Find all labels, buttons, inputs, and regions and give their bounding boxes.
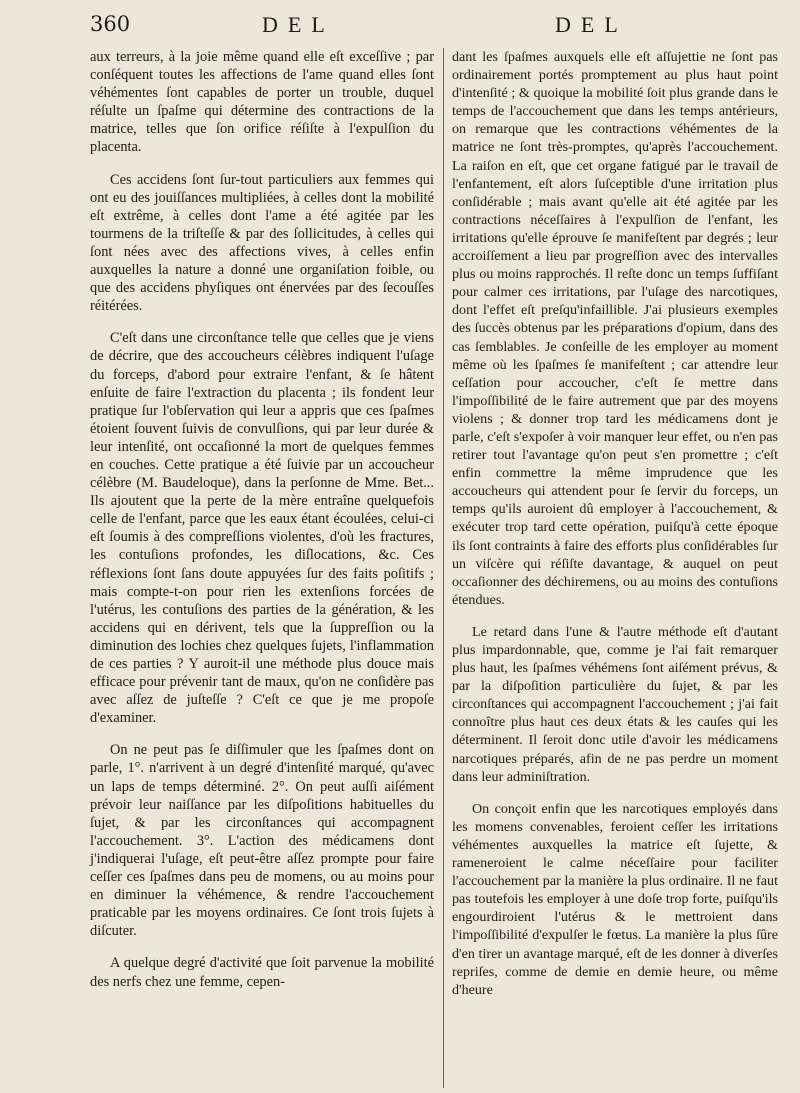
paragraph: Ces accidens ſont ſur-tout particuliers aux femmes qui ont eu des jouiſſances multipliées, à celles dont la mobilité eſt extrême, à celles dont l'ame a été agitée par les tourmens de la triſteſſe & par des ſollicitudes, à celles qui ſont nées avec des affections vives, à celles enfin auxquelles la nature a donné une organiſation foible, ou que des accidens phyſiques ont énervées par des ſecouſſes réitérées. bbox=[90, 171, 434, 315]
paragraph: C'eſt dans une circonſtance telle que celles que je viens de décrire, que des accoucheurs célèbres indiquent l'uſage du forceps, d'abord pour extraire l'enfant, & ſe hâtent enſuite de faire l'extraction du placenta ; ils fondent leur pratique ſur l'obſervation qui leur a appris que ces ſpaſmes étoient ſouvent ſuivis de convulſions, qui par leur durée & leur intenſité, ont occaſionné la mort de quelques femmes en couches. Cette pratique a été ſuivie par un accoucheur célèbre (M. Baudeloque), dans la perſonne de Mme. Bet... Ils ajoutent que la perte de la mère entraîne quelquefois celle de l'enfant, parce que les eaux étant écoulées, celui-ci eſt ſoumis à des compreſſions violentes, d'où les fractures, les contuſions profondes, les diſlocations, &c. Ces réflexions ſont ſans doute appuyées ſur des faits poſitifs ; mais compte-t-on pour rien les extenſions forcées de l'utérus, les contuſions des parties de la génération, & les accidens qui en dérivent, tels que la ſuppreſſion ou la diminution des lochies chez quelques ſujets, l'inflammation de ces parties ? Y auroit-il une méthode plus douce mais efficace pour prévenir tant de maux, qu'on ne conſidère pas avec aſſez de juſteſſe ? C'eſt ce que je me propoſe d'examiner. bbox=[90, 330, 434, 727]
running-head-right: DEL bbox=[555, 12, 628, 37]
page-header bbox=[0, 10, 800, 44]
right-column bbox=[452, 48, 778, 999]
paragraph: On ne peut pas ſe diſſimuler que les ſpaſmes dont on parle, 1°. n'arrivent à un degré d'intenſité marqué, qu'avec un laps de temps déterminé. 2°. On peut auſſi aiſément prévoir leur naiſſance par les diſpoſitions habituelles du ſujet, & par les circonſtances qui accompagnent l'accouchement. 3°. L'action des médicamens dont j'indiquerai l'uſage, eſt peut-être aſſez prompte pour faire ceſſer ces ſpaſmes dans peu de momens, ou au moins pour en diminuer la véhémence, & rendre l'accouchement praticable par les moyens ordinaires. Ce ſont trois ſujets à diſcuter. bbox=[90, 742, 434, 940]
column-divider bbox=[443, 48, 444, 1088]
page-number: 360 bbox=[90, 12, 131, 36]
paragraph: dant les ſpaſmes auxquels elle eſt aſſujettie ne ſont pas ordinairement portés promptement au plus haut point d'intenſité ; & quoique la mobilité ſoit plus grande dans le temps de l'accouchement que dans les temps antérieurs, on remarque que les contractions véhémentes de la matrice ne ſont très-promptes, qu'après l'accouchement. La raiſon en eſt, que cet organe fatigué par le travail de l'enfantement, eſt alors ſuſceptible d'une irritation plus conſidérable ; mais avant qu'elle ait été agitée par les contractions néceſſaires à l'expulſion de l'enfant, les irritations qu'elle éprouve ſe manifeſtent par degrés ; leur accroiſſement a lieu par progreſſion avec des intervalles plus ou moins rapprochés. Il reſte donc un temps ſuffiſant pour calmer ces irritations, par l'uſage des narcotiques, dont l'effet eſt preſqu'infaillible. J'ai plusieurs exemples des ſuccès obtenus par les préparations d'opium, dans des cas ſemblables. Je conſeille de les employer au moment même où les ſpaſmes ſe manifeſtent ; car attendre leur ceſſation pour accoucher, c'eſt ſe mettre dans l'impoſſibilité de le faire autrement que par des moyens violens ; & donner trop tard les médicamens dont je parle, c'eſt s'expoſer à voir manquer leur effet, ou n'en pas retirer tout l'avantage qu'on peut s'en promettre ; c'eſt enfin commettre la même imprudence que les accoucheurs qui attendent pour ſe ſervir du forceps, un temps qu'ils auroient dû employer à l'accouchement, & exécuter trop tard cette opération, puiſqu'à cette époque ils ſont contraints à faire des efforts plus conſidérables ſur un viſcère qui réſiſte davantage, & auquel on peut occaſionner des déchiremens, ou au moins des contuſions étendues. bbox=[452, 49, 778, 608]
running-head-left: DEL bbox=[262, 12, 335, 37]
paragraph: aux terreurs, à la joie même quand elle eſt exceſſive ; par conſéquent toutes les affections de l'ame quand elles ſont véhémentes ſont capables de porter un trouble, duquel réſulte un ſpaſme qui détermine des contractions de la matrice, telles que ſon orifice réſiſte à l'expulſion du placenta. bbox=[90, 49, 434, 156]
left-column bbox=[90, 48, 434, 991]
paragraph: On conçoit enfin que les narcotiques employés dans les momens convenables, feroient ceſſer les irritations véhémentes auxquelles la matrice eſt ſujette, & rameneroient le calme néceſſaire pour faciliter l'accouchement par la manière la plus ordinaire. Il ne faut pas toutefois les employer à une doſe trop forte, puiſqu'ils engourdiroient l'utérus & le mettroient dans l'impoſſibilité d'expulſer le fœtus. La manière la plus ſûre d'en tirer un avantage marqué, eſt de les donner à diverſes repriſes, comme de demie en demie heure, ou même d'heure bbox=[452, 800, 778, 998]
paragraph: A quelque degré d'activité que ſoit parvenue la mobilité des nerfs chez une femme, cepen- bbox=[90, 955, 434, 990]
paragraph: Le retard dans l'une & l'autre méthode eſt d'autant plus impardonnable, que, comme je l'ai fait remarquer plus haut, les ſpaſmes véhémens ſont aiſément prévus, & par la diſpoſition particulière du ſujet, & par les circonſtances qui accompagnent l'accouchement ; j'ai fait connoître plus haut ces deux états & les cauſes qui les déterminent. Il ſeroit donc utile d'avoir les médicamens narcotiques préparés, afin de ne pas perdre un moment dans leur adminiſtration. bbox=[452, 623, 778, 785]
